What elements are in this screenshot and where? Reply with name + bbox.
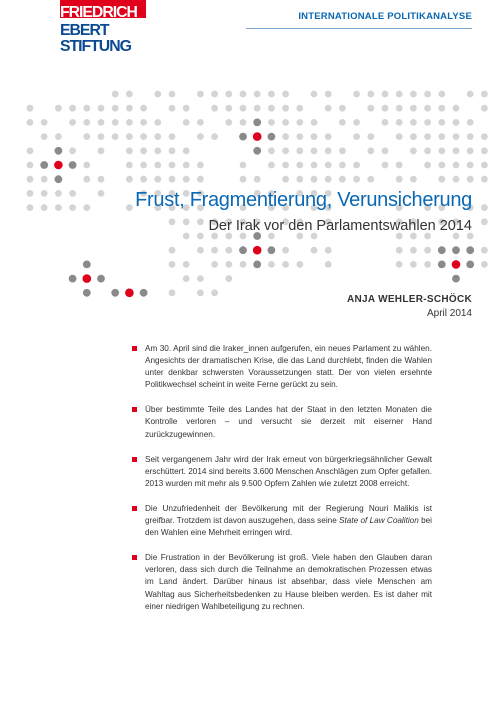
- author-name: ANJA WEHLER-SCHÖCK: [346, 294, 472, 305]
- map-dot: [438, 133, 445, 140]
- map-dot: [27, 190, 34, 197]
- logo-line-3: STIFTUNG: [60, 38, 131, 55]
- map-dot: [282, 176, 289, 183]
- map-dot: [424, 147, 431, 154]
- map-dot: [410, 133, 417, 140]
- map-dot: [282, 261, 289, 268]
- map-dot: [453, 162, 460, 169]
- map-dot: [27, 176, 34, 183]
- map-dot: [268, 119, 275, 126]
- map-dot: [325, 176, 332, 183]
- map-dot: [325, 91, 332, 98]
- map-dot: [467, 176, 474, 183]
- map-dot: [481, 218, 488, 225]
- map-dot: [424, 247, 431, 254]
- map-dot: [353, 162, 360, 169]
- map-dot: [183, 105, 190, 112]
- map-dot: [410, 176, 417, 183]
- map-dot: [197, 91, 204, 98]
- map-dot-dark: [438, 246, 446, 254]
- map-dot: [240, 162, 247, 169]
- map-dot: [396, 91, 403, 98]
- map-dot: [311, 176, 318, 183]
- map-dot: [453, 147, 460, 154]
- map-dot: [240, 105, 247, 112]
- map-dot: [112, 91, 119, 98]
- map-dot: [183, 261, 190, 268]
- map-dot: [467, 162, 474, 169]
- map-dot: [83, 133, 90, 140]
- summary-text: [145, 503, 432, 539]
- map-dot: [27, 162, 34, 169]
- map-dot: [112, 133, 119, 140]
- map-dot: [98, 105, 105, 112]
- summary-list: [132, 343, 432, 626]
- map-dot: [140, 119, 147, 126]
- summary-item: [132, 343, 432, 391]
- map-dot: [197, 119, 204, 126]
- map-dot: [453, 133, 460, 140]
- map-dot-dark: [69, 161, 77, 169]
- map-dot-dark: [83, 289, 91, 297]
- map-dot-dark: [69, 275, 77, 283]
- map-dot: [140, 176, 147, 183]
- summary-text: Seit vergangenem Jahr wird der Irak erneut von bürgerkriegsähnlicher Gewalt erschüttert. 2014 sind bereits 3.600 Menschen Anschlägen zum Opfer gefallen. 2013 wurden mit mehr als 9.500 Opfern Zahlen wie zuletzt 2008 erreicht.: [145, 454, 432, 488]
- map-dot: [268, 105, 275, 112]
- map-dot: [154, 133, 161, 140]
- map-dot: [211, 289, 218, 296]
- map-dot: [268, 147, 275, 154]
- map-dot: [169, 105, 176, 112]
- map-dot: [353, 91, 360, 98]
- map-dot: [268, 162, 275, 169]
- map-dot: [254, 176, 261, 183]
- map-dot: [296, 133, 303, 140]
- map-dot: [27, 204, 34, 211]
- map-dot: [225, 91, 232, 98]
- map-dot: [339, 105, 346, 112]
- map-dot: [282, 105, 289, 112]
- map-dot: [296, 119, 303, 126]
- map-dot: [197, 133, 204, 140]
- map-dot: [169, 133, 176, 140]
- map-dot: [154, 147, 161, 154]
- map-dot: [154, 162, 161, 169]
- map-dot: [211, 261, 218, 268]
- map-dot: [325, 133, 332, 140]
- map-dot: [438, 119, 445, 126]
- bullet-square-icon: [132, 555, 137, 560]
- map-dot: [396, 119, 403, 126]
- map-dot-dark: [253, 119, 261, 127]
- map-dot-dark: [466, 246, 474, 254]
- map-dot: [424, 162, 431, 169]
- map-dot-dark: [438, 261, 446, 269]
- map-dot: [410, 261, 417, 268]
- bullet-square-icon: [132, 457, 137, 462]
- map-dot: [367, 147, 374, 154]
- map-dot-dark: [466, 261, 474, 269]
- map-dot: [296, 147, 303, 154]
- map-dot: [69, 119, 76, 126]
- bullet-square-icon: [132, 407, 137, 412]
- map-dot: [197, 162, 204, 169]
- map-dot: [396, 105, 403, 112]
- map-dot-dark: [268, 133, 276, 141]
- summary-text: Die Frustration in der Bevölkerung ist groß. Viele haben den Glauben daran verloren, dass sich durch die Teilnahme an demokratischen Prozessen etwas im Land ändert. Darüber hinaus ist absehbar, dass viele Menschen am Wahltag aus Sicherheitsbedenken zu Hause bleiben werden. Es ist daher mit einer niedrigen Wahlbeteiligung zu rechnen.: [145, 553, 432, 611]
- map-dot: [240, 119, 247, 126]
- map-dot: [211, 133, 218, 140]
- map-dot: [140, 105, 147, 112]
- map-dot: [325, 105, 332, 112]
- map-dot: [481, 162, 488, 169]
- logo-line-2: EBERT: [60, 22, 109, 39]
- map-dot-dark: [253, 261, 261, 269]
- map-dot: [453, 105, 460, 112]
- map-dot-dark: [268, 246, 276, 254]
- map-dot: [140, 133, 147, 140]
- map-dot: [353, 133, 360, 140]
- map-dot: [41, 176, 48, 183]
- map-dot-dark: [239, 133, 247, 141]
- map-dot: [83, 119, 90, 126]
- map-dot: [438, 176, 445, 183]
- map-dot: [396, 176, 403, 183]
- map-dot: [481, 91, 488, 98]
- map-dot: [282, 91, 289, 98]
- map-dot: [126, 162, 133, 169]
- map-dot: [367, 91, 374, 98]
- map-dot: [140, 147, 147, 154]
- map-dot: [55, 133, 62, 140]
- map-dot-highlight: [253, 246, 262, 255]
- map-dot: [83, 176, 90, 183]
- map-dot: [311, 162, 318, 169]
- map-dot-dark: [40, 161, 48, 169]
- map-dot: [339, 162, 346, 169]
- map-dot-dark: [239, 246, 247, 254]
- map-dot: [126, 133, 133, 140]
- map-dot-dark: [55, 175, 63, 183]
- map-dot: [240, 261, 247, 268]
- map-dot: [311, 91, 318, 98]
- summary-item: [132, 552, 432, 612]
- map-dot: [424, 261, 431, 268]
- map-dot: [140, 162, 147, 169]
- map-dot: [197, 289, 204, 296]
- map-dot-dark: [452, 275, 460, 283]
- map-dot: [183, 275, 190, 282]
- series-rule: [246, 28, 472, 29]
- map-dot: [55, 105, 62, 112]
- map-dot: [282, 119, 289, 126]
- map-dot: [353, 176, 360, 183]
- map-dot: [282, 133, 289, 140]
- map-dot: [311, 119, 318, 126]
- map-dot: [183, 176, 190, 183]
- map-dot: [27, 105, 34, 112]
- map-dot: [268, 91, 275, 98]
- map-dot: [211, 91, 218, 98]
- map-dot: [382, 91, 389, 98]
- map-dot-dark: [97, 275, 105, 283]
- summary-item: [132, 454, 432, 490]
- map-dot: [410, 119, 417, 126]
- map-dot: [438, 105, 445, 112]
- map-dot: [254, 91, 261, 98]
- summary-item: [132, 503, 432, 539]
- map-dot: [282, 247, 289, 254]
- map-dot: [69, 105, 76, 112]
- map-dot: [296, 261, 303, 268]
- map-dot: [382, 119, 389, 126]
- map-dot: [169, 247, 176, 254]
- map-dot: [453, 119, 460, 126]
- map-dot: [396, 247, 403, 254]
- map-dot: [325, 247, 332, 254]
- map-dot: [410, 147, 417, 154]
- map-dot: [225, 105, 232, 112]
- map-dot: [183, 147, 190, 154]
- summary-text-part: Die Unzufriedenheit der Bevölkerung mit der Regierung Nouri Malikis ist greifbar. Trotzdem ist davon auszugehen, dass seine: [145, 503, 432, 526]
- summary-text: Über bestimmte Teile des Landes hat der Staat in den letzten Monaten die Kontrolle verloren – und versucht sie derzeit mit eiserner Hand zurückzugewinnen.: [145, 405, 432, 439]
- map-dot: [268, 261, 275, 268]
- map-dot-dark: [140, 289, 148, 297]
- map-dot: [353, 119, 360, 126]
- map-dot: [154, 91, 161, 98]
- map-dot: [339, 147, 346, 154]
- map-dot-highlight: [253, 132, 262, 141]
- map-dot: [481, 147, 488, 154]
- map-dot: [481, 176, 488, 183]
- map-dot: [126, 91, 133, 98]
- map-dot: [396, 162, 403, 169]
- map-dot: [367, 133, 374, 140]
- map-dot: [382, 162, 389, 169]
- map-dot: [325, 261, 332, 268]
- map-dot: [126, 176, 133, 183]
- map-dot-dark: [111, 289, 119, 297]
- map-dot: [481, 133, 488, 140]
- map-dot: [98, 147, 105, 154]
- map-dot-dark: [253, 147, 261, 155]
- map-dot: [410, 91, 417, 98]
- map-dot: [197, 176, 204, 183]
- map-dot: [83, 162, 90, 169]
- map-dot-highlight: [54, 161, 63, 170]
- map-dot: [197, 247, 204, 254]
- map-dot: [211, 247, 218, 254]
- map-dot: [481, 247, 488, 254]
- map-dot: [41, 204, 48, 211]
- map-dot-highlight: [452, 260, 461, 269]
- publication-date: April 2014: [426, 308, 472, 319]
- map-dot-dark: [83, 261, 91, 269]
- map-dot: [154, 119, 161, 126]
- map-dot: [325, 147, 332, 154]
- map-dot: [367, 105, 374, 112]
- map-dot: [211, 105, 218, 112]
- map-dot: [325, 162, 332, 169]
- map-dot: [169, 261, 176, 268]
- map-dot: [98, 133, 105, 140]
- map-dot: [240, 91, 247, 98]
- bullet-square-icon: [132, 346, 137, 351]
- map-dot: [154, 176, 161, 183]
- map-dot: [424, 119, 431, 126]
- map-dot: [126, 147, 133, 154]
- map-dot: [438, 147, 445, 154]
- coalition-name: State of Law Coalition: [339, 516, 419, 526]
- map-dot-dark: [452, 246, 460, 254]
- map-dot: [367, 176, 374, 183]
- map-dot: [126, 105, 133, 112]
- map-dot: [296, 176, 303, 183]
- map-dot: [424, 105, 431, 112]
- map-dot: [424, 133, 431, 140]
- map-dot: [225, 247, 232, 254]
- map-dot: [98, 119, 105, 126]
- map-dot: [311, 133, 318, 140]
- map-dot: [311, 247, 318, 254]
- map-dot: [296, 105, 303, 112]
- map-dot: [382, 147, 389, 154]
- map-dot: [282, 162, 289, 169]
- map-dot: [169, 289, 176, 296]
- map-dot-highlight: [125, 289, 134, 298]
- map-dot-dark: [55, 147, 63, 155]
- map-dot-highlight: [83, 274, 92, 283]
- map-dot: [282, 147, 289, 154]
- series-label: INTERNATIONALE POLITIKANALYSE: [298, 11, 472, 22]
- map-dot: [112, 105, 119, 112]
- map-dot: [296, 162, 303, 169]
- map-dot: [183, 119, 190, 126]
- map-dot: [169, 176, 176, 183]
- map-dot: [169, 147, 176, 154]
- map-dot: [112, 119, 119, 126]
- map-dot: [410, 247, 417, 254]
- map-dot: [225, 261, 232, 268]
- document-title: Frust, Fragmentierung, Verunsicherung: [135, 189, 472, 211]
- map-dot: [467, 133, 474, 140]
- bullet-square-icon: [132, 506, 137, 511]
- map-dot: [481, 105, 488, 112]
- map-dot: [126, 119, 133, 126]
- map-dot: [69, 147, 76, 154]
- map-dot: [481, 204, 488, 211]
- map-dot: [41, 133, 48, 140]
- map-dot: [225, 119, 232, 126]
- map-dot: [339, 119, 346, 126]
- map-dot: [197, 275, 204, 282]
- logo-line-1: FRIEDRICH: [60, 4, 137, 21]
- map-dot: [438, 91, 445, 98]
- map-dot: [311, 147, 318, 154]
- map-dot: [169, 162, 176, 169]
- map-dot: [225, 275, 232, 282]
- summary-text: Am 30. April sind die Iraker_innen aufgerufen, ein neues Parlament zu wählen. Angesichts der dramatischen Krise, die das Land durchlebt, finden die Wahlen unter denkbar schwersten Voraussetzungen statt. Der von vielen ersehnte Politikwechsel scheint in weite Ferne gerückt zu sein.: [145, 344, 432, 390]
- map-dot: [467, 147, 474, 154]
- map-dot: [27, 147, 34, 154]
- summary-text-part: bei den Wahlen eine Mehrheit erringen wird.: [145, 516, 432, 538]
- map-dot: [467, 91, 474, 98]
- map-dot: [339, 176, 346, 183]
- map-dot: [183, 162, 190, 169]
- map-dot: [396, 261, 403, 268]
- map-dot: [410, 105, 417, 112]
- map-dot: [481, 261, 488, 268]
- summary-item: [132, 404, 432, 440]
- map-dot: [98, 176, 105, 183]
- fes-logo: [60, 4, 146, 55]
- map-dot: [240, 176, 247, 183]
- map-dot: [41, 190, 48, 197]
- map-dot: [467, 119, 474, 126]
- map-dot: [254, 105, 261, 112]
- map-dot: [438, 162, 445, 169]
- map-dot: [453, 176, 460, 183]
- map-dot: [382, 105, 389, 112]
- document-subtitle: Der Irak vor den Parlamentswahlen 2014: [208, 218, 472, 234]
- map-dot: [396, 133, 403, 140]
- map-dot: [83, 105, 90, 112]
- map-dot: [169, 91, 176, 98]
- map-dot: [27, 119, 34, 126]
- map-dot: [41, 119, 48, 126]
- map-dot: [424, 91, 431, 98]
